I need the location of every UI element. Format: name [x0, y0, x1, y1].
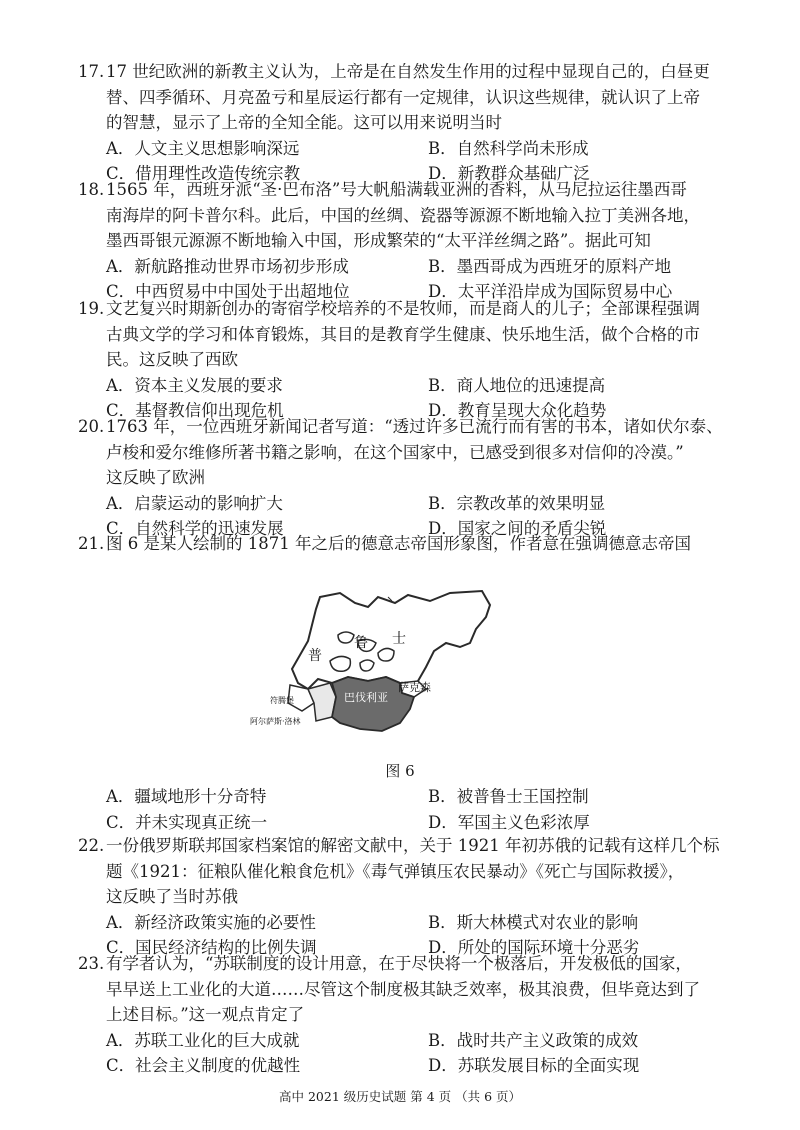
option-c: C．中西贸易中中国处于出超地位 [106, 282, 350, 301]
option-b: B．商人地位的迅速提高 [428, 375, 606, 395]
option-d: D．新教群众基础广泛 [428, 164, 590, 183]
map-label-lu: 鲁 [354, 635, 368, 651]
question-20 [78, 414, 723, 542]
question-21-options [78, 784, 718, 835]
option-c: C．基督教信仰出现危机 [106, 401, 284, 420]
question-21 [78, 531, 718, 557]
small-state [330, 656, 350, 671]
question-number: 19. [78, 299, 105, 318]
option-a: A．资本主义发展的要求 [106, 375, 283, 395]
question-stem [106, 296, 718, 373]
stem-line: 墨西哥银元源源不断地输入中国，形成繁荣的“太平洋丝绸之路”。据此可知 [106, 231, 651, 250]
option-d: D．国家之间的矛盾尖锐 [428, 519, 607, 538]
stem-line: 文艺复兴时期新创办的寄宿学校培养的不是牧师，而是商人的儿子；全部课程强调 [106, 299, 700, 318]
stem-line: 17 世纪欧洲的新教主义认为，上帝是在自然发生作用的过程中显现自己的，白昼更 [106, 62, 710, 81]
question-stem [106, 414, 723, 491]
small-state [378, 648, 394, 661]
question-number: 22. [78, 836, 105, 855]
stem-line: 上述目标。”这一观点肯定了 [106, 1005, 305, 1024]
option-b: B．战时共产主义政策的成效 [428, 1030, 639, 1050]
figure-6-map [250, 585, 520, 745]
question-stem [106, 177, 718, 254]
stem-line: 有学者认为，“苏联制度的设计用意，在于尽快将一个极落后，开发极低的国家， [106, 954, 692, 973]
stem-line: 这反映了欧洲 [106, 468, 205, 487]
stem-line: 1565 年，西班牙派“圣·巴布洛”号大帆船满载亚洲的香料，从马尼拉运往墨西哥 [106, 180, 687, 199]
stem-line: 卢梭和爱尔维修所著书籍之影响，在这个国家中，已感受到很多对信仰的冷漠。” [106, 442, 684, 462]
question-stem [106, 951, 718, 1028]
question-22 [78, 833, 718, 961]
stem-line: 民。这反映了西欧 [106, 350, 238, 369]
stem-line: 图 6 是某人绘制的 1871 年之后的德意志帝国形象图，作者意在强调德意志帝国 [106, 534, 691, 553]
option-c: C．并未实现真正统一 [106, 812, 268, 832]
question-19 [78, 296, 718, 424]
german-empire-map [250, 585, 520, 745]
map-label-alsace: 阿尔萨斯·洛林 [250, 717, 301, 726]
option-d: D．太平洋沿岸成为国际贸易中心 [428, 282, 673, 301]
stem-line: 南海岸的阿卡普尔科。此后，中国的丝绸、瓷器等源源不断地输入拉丁美洲各地， [106, 205, 700, 225]
option-d: D．所处的国际环境十分恶劣 [428, 938, 640, 957]
option-b: B．被普鲁士王国控制 [428, 787, 589, 806]
stem-line: 古典文学的学习和体育锻炼，其目的是教育学生健康、快乐地生活，做个合格的市 [106, 324, 700, 344]
stem-line: 这反映了当时苏俄 [106, 887, 238, 906]
option-c: C．自然科学的迅速发展 [106, 519, 284, 538]
question-number: 23. [78, 954, 105, 973]
stem-line: 题《1921：征粮队催化粮食危机》《毒气弹镇压农民暴动》《死亡与国际救援》， [106, 861, 685, 881]
stem-line: 替、四季循环、月亮盈亏和星辰运行都有一定规律，认识这些规律，就认识了上帝 [106, 87, 700, 107]
option-c: C．社会主义制度的优越性 [106, 1056, 301, 1075]
option-b: B．斯大林模式对农业的影响 [428, 912, 639, 932]
options [106, 1028, 718, 1079]
option-b: B．墨西哥成为西班牙的原料产地 [428, 256, 672, 276]
option-c: C．国民经济结构的比例失调 [106, 938, 317, 957]
option-b: B．宗教改革的效果明显 [428, 493, 606, 513]
option-a: A．启蒙运动的影响扩大 [106, 493, 283, 513]
question-number: 17. [78, 62, 105, 81]
question-stem [106, 59, 718, 136]
stem-line: 1763 年，一位西班牙新闻记者写道：“透过许多已流行而有害的书本，诸如伏尔泰、 [106, 417, 723, 436]
question-stem [106, 531, 718, 557]
option-a: A．苏联工业化的巨大成就 [106, 1030, 300, 1050]
option-d: D．军国主义色彩浓厚 [428, 812, 590, 832]
option-a: A．新航路推动世界市场初步形成 [106, 256, 349, 276]
options [106, 784, 718, 835]
small-state [338, 632, 354, 643]
question-number: 21. [78, 534, 105, 553]
question-number: 20. [78, 417, 105, 436]
map-label-wurttemberg: 符腾堡 [270, 696, 294, 705]
stem-line: 的智慧，显示了上帝的全知全能。这可以用来说明当时 [106, 113, 502, 132]
question-stem [106, 833, 718, 910]
page-footer: 高中 2021 级历史试题 第 4 页 （共 6 页） [278, 1089, 521, 1104]
option-a: A．疆域地形十分奇特 [106, 787, 267, 806]
option-d: D．教育呈现大众化趋势 [428, 401, 607, 420]
option-d: D．苏联发展目标的全面实现 [428, 1056, 640, 1075]
map-label-saxony: 萨克森 [398, 681, 431, 694]
option-b: B．自然科学尚未形成 [428, 138, 589, 158]
option-c: C．借用理性改造传统宗教 [106, 164, 301, 183]
map-label-shi: 士 [392, 631, 406, 647]
stem-line: 早早送上工业化的大道……尽管这个制度极其缺乏效率，极其浪费，但毕竟达到了 [106, 979, 700, 999]
question-23 [78, 951, 718, 1079]
map-label-pu: 普 [308, 648, 322, 664]
option-a: A．人文主义思想影响深远 [106, 138, 300, 158]
prussia-outline [292, 591, 490, 689]
option-a: A．新经济政策实施的必要性 [106, 912, 316, 932]
question-18 [78, 177, 718, 305]
figure-caption: 图 6 [385, 762, 415, 780]
question-17 [78, 59, 718, 187]
question-number: 18. [78, 180, 105, 199]
stem-line: 一份俄罗斯联邦国家档案馆的解密文献中，关于 1921 年初苏俄的记载有这样几个标 [106, 836, 720, 855]
map-label-bavaria: 巴伐利亚 [344, 691, 388, 704]
